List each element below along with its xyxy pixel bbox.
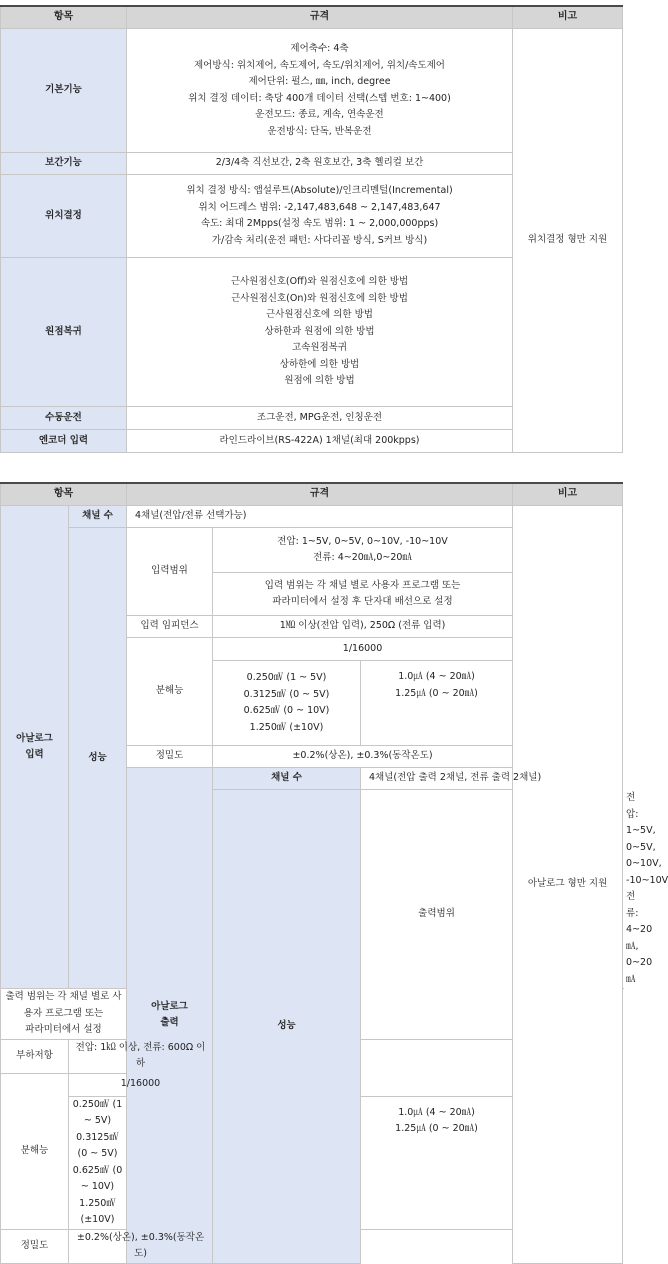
- row-label: 위치결정: [1, 175, 127, 258]
- row-label: 보간기능: [1, 153, 127, 175]
- note-cell: 아날로그 형만 지원: [513, 506, 623, 1264]
- range-label: 입력범위: [127, 528, 213, 616]
- row-label: 기본기능: [1, 29, 127, 153]
- accuracy-value: ±0.2%(상온), ±0.3%(동작온도): [213, 746, 513, 768]
- row-spec: 제어축수: 4축 제어방식: 위치제어, 속도제어, 속도/위치제어, 위치/속도제어 제어단위: 펄스, ㎜, inch, degree 위치 결정 데이터: 축당 400개 데이터 선택(스텝 번호: 1~400) 운전모드: 종료, 계속, 연속운전 운전방식: 단독, 반복운전: [127, 29, 513, 153]
- header-note: 비고: [513, 483, 623, 506]
- table-header-row: [1, 483, 623, 506]
- row-label: 원점복귀: [1, 258, 127, 407]
- analog-input-label: 아날로그 입력: [1, 506, 69, 989]
- resolution-top: 1/16000: [213, 638, 513, 661]
- table-row: [1, 29, 623, 153]
- range-label: 출력범위: [361, 790, 513, 1040]
- channel-label: 채널 수: [213, 768, 361, 790]
- resolution-top: 1/16000: [69, 1073, 213, 1096]
- load-value: 전압: 1㏀ 이상, 전류: 600Ω 이하: [69, 1039, 213, 1073]
- row-spec: 근사원점신호(Off)와 원점신호에 의한 방법 근사원점신호(On)와 원점신호에 의한 방법 근사원점신호에 의한 방법 상하한과 원점에 의한 방법 고속원점복귀 상하한에 의한 방법 원점에 의한 방법: [127, 258, 513, 407]
- table-row: [1, 506, 623, 528]
- perf-label: 성능: [213, 790, 361, 1264]
- analog-output-label: 아날로그 출력: [127, 768, 213, 1264]
- resolution-current: 1.0㎂ (4 ~ 20㎃) 1.25㎂ (0 ~ 20㎃): [361, 1096, 513, 1229]
- range-values: 전압: 1~5V, 0~5V, 0~10V, -10~10V 전류: 4~20㎃,0~20㎃: [213, 528, 513, 573]
- table-header-row: [1, 6, 623, 29]
- load-label: 부하저항: [1, 1039, 69, 1073]
- header-note: 비고: [513, 6, 623, 29]
- accuracy-label: 정밀도: [127, 746, 213, 768]
- resolution-voltage: 0.250㎷ (1 ~ 5V) 0.3125㎷ (0 ~ 5V) 0.625㎷ (0 ~ 10V) 1.250㎷ (±10V): [69, 1096, 127, 1229]
- resolution-current: 1.0㎂ (4 ~ 20㎃) 1.25㎂ (0 ~ 20㎃): [361, 661, 513, 746]
- row-spec: 위치 결정 방식: 앱설루트(Absolute)/인크리멘털(Incremental) 위치 어드레스 범위: -2,147,483,648 ~ 2,147,483,647 속도: 최대 2Mpps(설정 속도 범위: 1 ~ 2,000,000pps) 가/감속 처리(운전 패턴: 사다리꼴 방식, S커브 방식): [127, 175, 513, 258]
- row-spec: 2/3/4축 직선보간, 2축 원호보간, 3축 헬리컬 보간: [127, 153, 513, 175]
- header-spec: 규격: [127, 483, 513, 506]
- header-spec: 규격: [127, 6, 513, 29]
- header-item: 항목: [1, 6, 127, 29]
- resolution-label: 분해능: [127, 638, 213, 746]
- header-item: 항목: [1, 483, 127, 506]
- channel-label: 채널 수: [69, 506, 127, 528]
- table-row: 성능 출력범위 전압: 1~5V, 0~5V, 0~10V, -10~10V 전류: 4~20㎃, 0~20㎃: [1, 790, 623, 989]
- impedance-value: 1㏁ 이상(전압 입력), 250Ω (전류 입력): [213, 616, 513, 638]
- range-note: 입력 범위는 각 채널 별로 사용자 프로그램 또는 파라미터에서 설정 후 단자대 배선으로 설정: [213, 573, 513, 616]
- range-note: 출력 범위는 각 채널 별로 사용자 프로그램 또는 파라미터에서 설정: [1, 989, 127, 1040]
- perf-label: 성능: [69, 528, 127, 989]
- row-spec: 라인드라이브(RS-422A) 1채널(최대 200kpps): [127, 430, 513, 453]
- channel-value: 4채널(전압/전류 선택가능): [127, 506, 513, 528]
- spec-table-analog: [0, 482, 668, 1264]
- accuracy-value: ±0.2%(상온), ±0.3%(동작온도): [69, 1229, 213, 1263]
- row-label: 엔코더 입력: [1, 430, 127, 453]
- channel-value: 4채널(전압 출력 2채널, 전류 출력 2채널): [361, 768, 623, 790]
- accuracy-label: 정밀도: [1, 1229, 69, 1263]
- spec-table-positioning: [0, 5, 623, 453]
- resolution-label: 분해능: [1, 1073, 69, 1229]
- impedance-label: 입력 임피던스: [127, 616, 213, 638]
- row-label: 수동운전: [1, 407, 127, 430]
- resolution-voltage: 0.250㎷ (1 ~ 5V) 0.3125㎷ (0 ~ 5V) 0.625㎷ (0 ~ 10V) 1.250㎷ (±10V): [213, 661, 361, 746]
- note-cell: 위치결정 형만 지원: [513, 29, 623, 453]
- row-spec: 조그운전, MPG운전, 인칭운전: [127, 407, 513, 430]
